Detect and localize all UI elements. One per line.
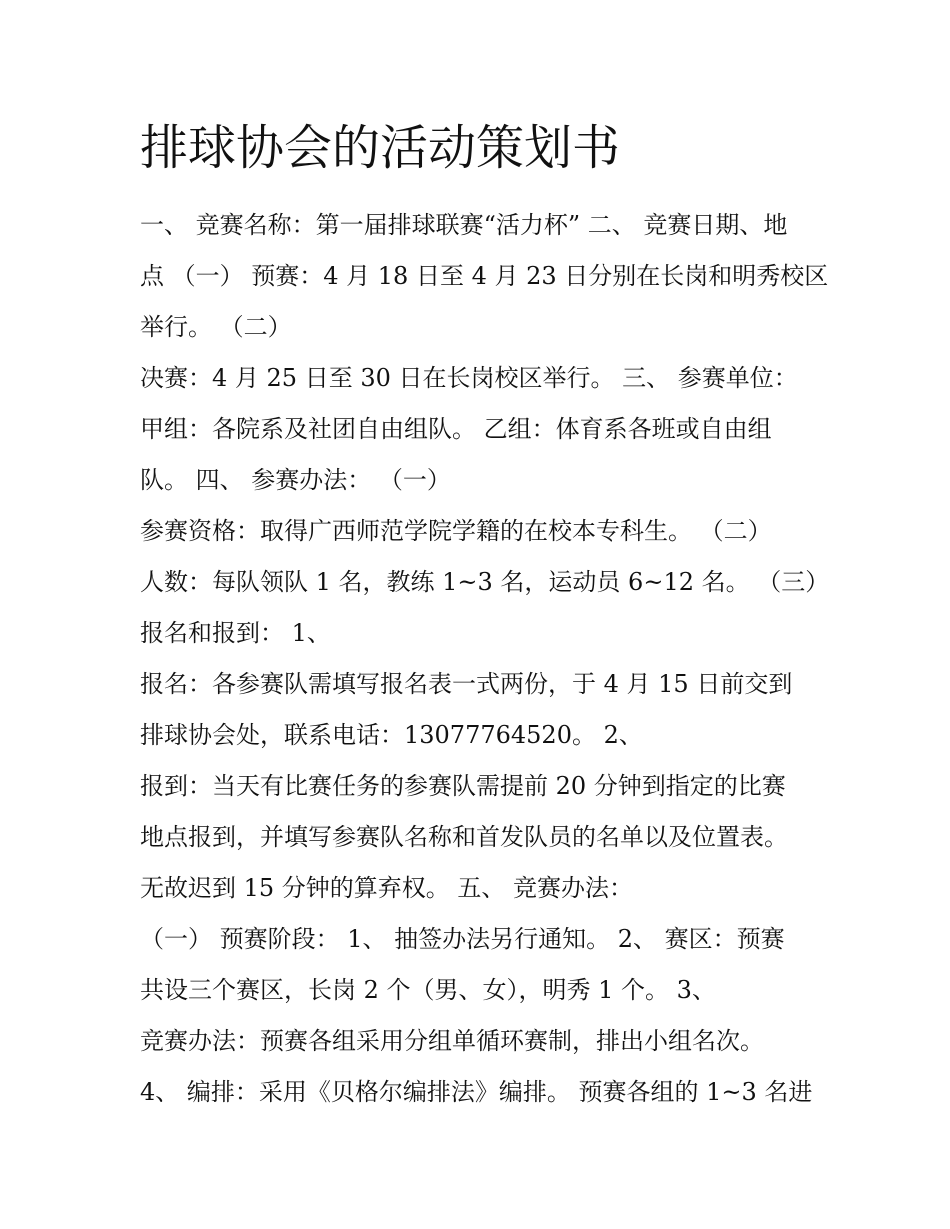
body-line: 一、 竞赛名称：第一届排球联赛“活力杯” 二、 竞赛日期、地 (140, 211, 788, 239)
body-line: 竞赛办法：预赛各组采用分组单循环赛制，排出小组名次。 (140, 1027, 764, 1055)
body-line: （一） 预赛阶段： 1、 抽签办法另行通知。 2、 赛区：预赛 (140, 925, 785, 953)
body-line: 决赛：4 月 25 日至 30 日在长岗校区举行。 三、 参赛单位： (140, 364, 798, 392)
document-body (140, 200, 830, 1118)
body-line: 参赛资格：取得广西师范学院学籍的在校本专科生。 （二） (140, 517, 772, 545)
body-line: 排球协会处，联系电话：13077764520。 2、 (140, 721, 643, 749)
body-line: 地点报到，并填写参赛队名称和首发队员的名单以及位置表。 (140, 823, 788, 851)
body-line: 报名：各参赛队需填写报名表一式两份，于 4 月 15 日前交到 (140, 670, 793, 698)
body-line: 4、 编排：采用《贝格尔编排法》编排。 预赛各组的 1~3 名进 (140, 1078, 813, 1106)
body-line: 点 （一） 预赛：4 月 18 日至 4 月 23 日分别在长岗和明秀校区 (140, 262, 829, 290)
body-line: 共设三个赛区，长岗 2 个（男、女），明秀 1 个。 3、 (140, 976, 716, 1004)
body-line: 无故迟到 15 分钟的算弃权。 五、 竞赛办法： (140, 874, 634, 902)
document-title: 排球协会的活动策划书 (140, 120, 621, 176)
body-line: 队。 四、 参赛办法： （一） (140, 466, 451, 494)
body-line: 报名和报到： 1、 (140, 619, 331, 647)
body-line: 人数：每队领队 1 名，教练 1~3 名，运动员 6~12 名。 （三） (140, 568, 830, 596)
body-line: 举行。 （二） (140, 313, 292, 341)
body-line: 报到：当天有比赛任务的参赛队需提前 20 分钟到指定的比赛 (140, 772, 786, 800)
body-line: 甲组：各院系及社团自由组队。 乙组：体育系各班或自由组 (140, 415, 772, 443)
